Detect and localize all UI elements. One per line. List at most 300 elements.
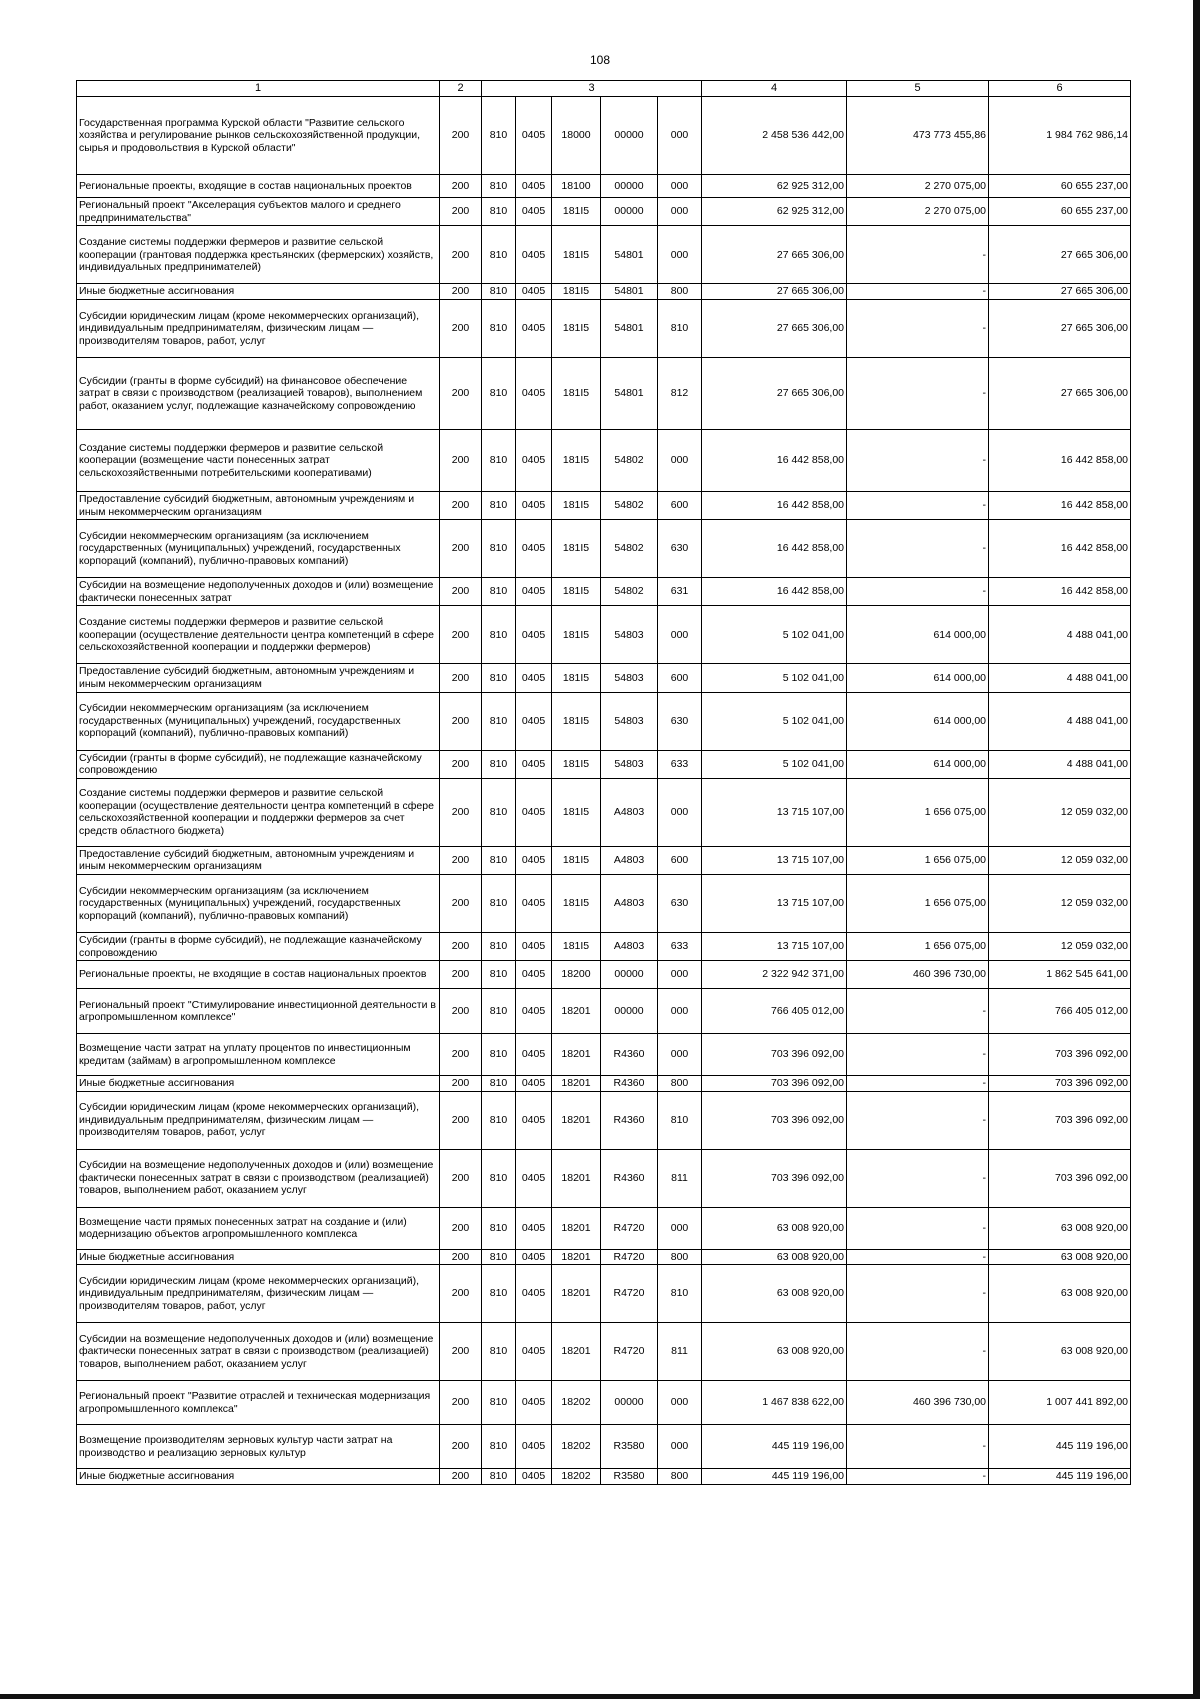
cell-v: 000 bbox=[658, 226, 702, 284]
cell-g: 810 bbox=[482, 1265, 516, 1323]
cell-p1: 18201 bbox=[552, 1034, 601, 1076]
cell-s: 0405 bbox=[516, 491, 552, 519]
cell-g: 810 bbox=[482, 1249, 516, 1265]
cell-c4: 27 665 306,00 bbox=[702, 226, 847, 284]
cell-c5: - bbox=[847, 226, 989, 284]
cell-v: 630 bbox=[658, 520, 702, 578]
table-row bbox=[77, 429, 1131, 491]
cell-c6: 12 059 032,00 bbox=[989, 778, 1131, 846]
cell-g: 810 bbox=[482, 932, 516, 960]
cell-p2: 00000 bbox=[601, 989, 658, 1034]
cell-name: Возмещение части затрат на уплату процентов по инвестиционным кредитам (займам) в агропромышленном комплексе bbox=[77, 1034, 440, 1076]
cell-c5: 1 656 075,00 bbox=[847, 932, 989, 960]
cell-name: Субсидии (гранты в форме субсидий), не подлежащие казначейскому сопровождению bbox=[77, 932, 440, 960]
cell-p2: 00000 bbox=[601, 175, 658, 198]
cell-p1: 18201 bbox=[552, 1249, 601, 1265]
cell-c4: 5 102 041,00 bbox=[702, 606, 847, 664]
cell-name: Региональный проект "Стимулирование инвестиционной деятельности в агропромышленном комплексе" bbox=[77, 989, 440, 1034]
cell-c2: 200 bbox=[440, 226, 482, 284]
table-row bbox=[77, 961, 1131, 989]
cell-p1: 18202 bbox=[552, 1381, 601, 1425]
cell-s: 0405 bbox=[516, 284, 552, 300]
cell-c5: 614 000,00 bbox=[847, 664, 989, 692]
cell-v: 000 bbox=[658, 961, 702, 989]
cell-name: Субсидии некоммерческим организациям (за исключением государственных (муниципальных) учреждений, государственных корпораций (компаний), публично-правовых компаний) bbox=[77, 692, 440, 750]
table-row bbox=[77, 175, 1131, 198]
cell-c2: 200 bbox=[440, 299, 482, 357]
cell-v: 630 bbox=[658, 874, 702, 932]
cell-c2: 200 bbox=[440, 1425, 482, 1469]
cell-s: 0405 bbox=[516, 932, 552, 960]
cell-name: Иные бюджетные ассигнования bbox=[77, 1249, 440, 1265]
cell-g: 810 bbox=[482, 874, 516, 932]
cell-c2: 200 bbox=[440, 874, 482, 932]
cell-v: 000 bbox=[658, 606, 702, 664]
cell-name: Создание системы поддержки фермеров и развитие сельской кооперации (грантовая поддержка крестьянских (фермерских) хозяйств, индивидуальных предпринимателей) bbox=[77, 226, 440, 284]
cell-c5: - bbox=[847, 429, 989, 491]
cell-g: 810 bbox=[482, 1207, 516, 1249]
cell-c4: 5 102 041,00 bbox=[702, 750, 847, 778]
cell-g: 810 bbox=[482, 1323, 516, 1381]
cell-g: 810 bbox=[482, 846, 516, 874]
cell-v: 000 bbox=[658, 1034, 702, 1076]
cell-c5: 460 396 730,00 bbox=[847, 961, 989, 989]
cell-c6: 63 008 920,00 bbox=[989, 1249, 1131, 1265]
cell-p2: 54802 bbox=[601, 491, 658, 519]
cell-c6: 445 119 196,00 bbox=[989, 1425, 1131, 1469]
cell-name: Субсидии на возмещение недополученных доходов и (или) возмещение фактически понесенных затрат в связи с производством (реализацией) товаров, выполнением работ, оказанием услуг bbox=[77, 1323, 440, 1381]
cell-g: 810 bbox=[482, 357, 516, 429]
table-row bbox=[77, 578, 1131, 606]
cell-p1: 181I5 bbox=[552, 846, 601, 874]
table-row bbox=[77, 1076, 1131, 1092]
cell-c2: 200 bbox=[440, 846, 482, 874]
cell-v: 812 bbox=[658, 357, 702, 429]
cell-c6: 1 984 762 986,14 bbox=[989, 97, 1131, 175]
cell-c4: 13 715 107,00 bbox=[702, 932, 847, 960]
cell-v: 000 bbox=[658, 1381, 702, 1425]
cell-name: Субсидии на возмещение недополученных доходов и (или) возмещение фактически понесенных затрат в связи с производством (реализацией) товаров, выполнением работ, оказанием услуг bbox=[77, 1149, 440, 1207]
cell-s: 0405 bbox=[516, 1265, 552, 1323]
col-header-2: 2 bbox=[440, 81, 482, 97]
cell-c4: 63 008 920,00 bbox=[702, 1265, 847, 1323]
cell-p1: 181I5 bbox=[552, 429, 601, 491]
table-row bbox=[77, 874, 1131, 932]
cell-p1: 18201 bbox=[552, 989, 601, 1034]
cell-p1: 18200 bbox=[552, 961, 601, 989]
cell-g: 810 bbox=[482, 1381, 516, 1425]
cell-name: Региональный проект "Акселерация субъектов малого и среднего предпринимательства" bbox=[77, 198, 440, 226]
cell-p1: 181I5 bbox=[552, 692, 601, 750]
cell-v: 600 bbox=[658, 846, 702, 874]
cell-v: 631 bbox=[658, 578, 702, 606]
cell-v: 000 bbox=[658, 1207, 702, 1249]
cell-c4: 16 442 858,00 bbox=[702, 491, 847, 519]
cell-p2: R4720 bbox=[601, 1249, 658, 1265]
table-row bbox=[77, 664, 1131, 692]
cell-c4: 27 665 306,00 bbox=[702, 357, 847, 429]
cell-g: 810 bbox=[482, 520, 516, 578]
cell-name: Предоставление субсидий бюджетным, автономным учреждениям и иным некоммерческим организациям bbox=[77, 664, 440, 692]
cell-c5: - bbox=[847, 989, 989, 1034]
cell-c2: 200 bbox=[440, 284, 482, 300]
cell-s: 0405 bbox=[516, 692, 552, 750]
cell-c2: 200 bbox=[440, 1149, 482, 1207]
cell-p1: 181I5 bbox=[552, 226, 601, 284]
cell-c4: 5 102 041,00 bbox=[702, 692, 847, 750]
table-row bbox=[77, 1034, 1131, 1076]
cell-g: 810 bbox=[482, 778, 516, 846]
cell-s: 0405 bbox=[516, 1076, 552, 1092]
cell-p2: 54803 bbox=[601, 750, 658, 778]
cell-p1: 181I5 bbox=[552, 284, 601, 300]
table-body bbox=[77, 97, 1131, 1485]
cell-v: 633 bbox=[658, 932, 702, 960]
cell-s: 0405 bbox=[516, 750, 552, 778]
cell-c4: 2 458 536 442,00 bbox=[702, 97, 847, 175]
cell-v: 000 bbox=[658, 1425, 702, 1469]
cell-s: 0405 bbox=[516, 1249, 552, 1265]
cell-p1: 181I5 bbox=[552, 578, 601, 606]
cell-c6: 703 396 092,00 bbox=[989, 1091, 1131, 1149]
cell-c4: 16 442 858,00 bbox=[702, 578, 847, 606]
cell-c5: - bbox=[847, 1425, 989, 1469]
cell-c2: 200 bbox=[440, 664, 482, 692]
cell-s: 0405 bbox=[516, 175, 552, 198]
cell-s: 0405 bbox=[516, 226, 552, 284]
cell-c5: 460 396 730,00 bbox=[847, 1381, 989, 1425]
cell-g: 810 bbox=[482, 1149, 516, 1207]
table-row bbox=[77, 846, 1131, 874]
cell-v: 800 bbox=[658, 284, 702, 300]
cell-name: Иные бюджетные ассигнования bbox=[77, 1076, 440, 1092]
cell-p2: R3580 bbox=[601, 1425, 658, 1469]
cell-name: Субсидии (гранты в форме субсидий), не подлежащие казначейскому сопровождению bbox=[77, 750, 440, 778]
cell-c5: 1 656 075,00 bbox=[847, 778, 989, 846]
scan-edge-right bbox=[1193, 0, 1200, 1699]
cell-c6: 445 119 196,00 bbox=[989, 1469, 1131, 1485]
cell-c5: - bbox=[847, 1149, 989, 1207]
cell-c2: 200 bbox=[440, 1381, 482, 1425]
cell-c4: 27 665 306,00 bbox=[702, 284, 847, 300]
cell-g: 810 bbox=[482, 692, 516, 750]
cell-p1: 18201 bbox=[552, 1265, 601, 1323]
cell-name: Субсидии юридическим лицам (кроме некоммерческих организаций), индивидуальным предпринимателям, физическим лицам — производителям товаров, работ, услуг bbox=[77, 299, 440, 357]
cell-c5: - bbox=[847, 1323, 989, 1381]
cell-c6: 766 405 012,00 bbox=[989, 989, 1131, 1034]
cell-g: 810 bbox=[482, 664, 516, 692]
cell-p1: 181I5 bbox=[552, 778, 601, 846]
cell-p1: 181I5 bbox=[552, 750, 601, 778]
cell-c5: - bbox=[847, 1469, 989, 1485]
cell-c5: 614 000,00 bbox=[847, 750, 989, 778]
cell-g: 810 bbox=[482, 1091, 516, 1149]
cell-c6: 703 396 092,00 bbox=[989, 1076, 1131, 1092]
cell-s: 0405 bbox=[516, 989, 552, 1034]
cell-c5: - bbox=[847, 299, 989, 357]
cell-p2: A4803 bbox=[601, 778, 658, 846]
cell-c4: 62 925 312,00 bbox=[702, 198, 847, 226]
cell-s: 0405 bbox=[516, 97, 552, 175]
table-row bbox=[77, 778, 1131, 846]
cell-c4: 63 008 920,00 bbox=[702, 1207, 847, 1249]
cell-name: Иные бюджетные ассигнования bbox=[77, 1469, 440, 1485]
cell-c6: 12 059 032,00 bbox=[989, 874, 1131, 932]
cell-p2: 00000 bbox=[601, 961, 658, 989]
cell-p1: 18000 bbox=[552, 97, 601, 175]
cell-p2: 00000 bbox=[601, 97, 658, 175]
cell-s: 0405 bbox=[516, 1381, 552, 1425]
cell-v: 600 bbox=[658, 664, 702, 692]
cell-c4: 1 467 838 622,00 bbox=[702, 1381, 847, 1425]
cell-p1: 181I5 bbox=[552, 606, 601, 664]
cell-c6: 12 059 032,00 bbox=[989, 932, 1131, 960]
cell-c5: 614 000,00 bbox=[847, 692, 989, 750]
cell-c2: 200 bbox=[440, 429, 482, 491]
cell-c2: 200 bbox=[440, 175, 482, 198]
cell-p2: R4720 bbox=[601, 1207, 658, 1249]
cell-p1: 181I5 bbox=[552, 198, 601, 226]
cell-c2: 200 bbox=[440, 961, 482, 989]
cell-p1: 181I5 bbox=[552, 491, 601, 519]
cell-v: 000 bbox=[658, 989, 702, 1034]
cell-g: 810 bbox=[482, 750, 516, 778]
cell-c4: 766 405 012,00 bbox=[702, 989, 847, 1034]
cell-name: Субсидии на возмещение недополученных доходов и (или) возмещение фактически понесенных затрат bbox=[77, 578, 440, 606]
cell-v: 800 bbox=[658, 1469, 702, 1485]
cell-c2: 200 bbox=[440, 778, 482, 846]
cell-p2: 54801 bbox=[601, 284, 658, 300]
cell-p2: R4720 bbox=[601, 1265, 658, 1323]
cell-c5: - bbox=[847, 1249, 989, 1265]
table-row bbox=[77, 284, 1131, 300]
cell-c4: 703 396 092,00 bbox=[702, 1091, 847, 1149]
cell-c4: 13 715 107,00 bbox=[702, 874, 847, 932]
col-header-3: 3 bbox=[482, 81, 702, 97]
cell-p1: 18201 bbox=[552, 1207, 601, 1249]
cell-c2: 200 bbox=[440, 606, 482, 664]
cell-v: 000 bbox=[658, 175, 702, 198]
cell-name: Региональные проекты, не входящие в состав национальных проектов bbox=[77, 961, 440, 989]
cell-p2: R4360 bbox=[601, 1091, 658, 1149]
cell-name: Субсидии некоммерческим организациям (за исключением государственных (муниципальных) учреждений, государственных корпораций (компаний), публично-правовых компаний) bbox=[77, 874, 440, 932]
cell-p2: R4720 bbox=[601, 1323, 658, 1381]
cell-c6: 60 655 237,00 bbox=[989, 198, 1131, 226]
cell-p1: 181I5 bbox=[552, 664, 601, 692]
cell-c4: 703 396 092,00 bbox=[702, 1149, 847, 1207]
cell-name: Региональные проекты, входящие в состав национальных проектов bbox=[77, 175, 440, 198]
table-header-row bbox=[77, 81, 1131, 97]
cell-c5: - bbox=[847, 1207, 989, 1249]
table-row bbox=[77, 1249, 1131, 1265]
cell-g: 810 bbox=[482, 606, 516, 664]
cell-p1: 181I5 bbox=[552, 357, 601, 429]
cell-s: 0405 bbox=[516, 299, 552, 357]
cell-c6: 4 488 041,00 bbox=[989, 692, 1131, 750]
cell-v: 000 bbox=[658, 778, 702, 846]
scan-edge-bottom bbox=[0, 1694, 1200, 1699]
page-number: 108 bbox=[589, 53, 611, 67]
cell-p2: 54802 bbox=[601, 578, 658, 606]
cell-name: Государственная программа Курской области "Развитие сельского хозяйства и регулирование рынков сельскохозяйственной продукции, сырья и продовольствия в Курской области" bbox=[77, 97, 440, 175]
cell-name: Создание системы поддержки фермеров и развитие сельской кооперации (осуществление деятельности центра компетенций в сфере сельскохозяйственной кооперации и поддержки фермеров) bbox=[77, 606, 440, 664]
table-row bbox=[77, 198, 1131, 226]
cell-s: 0405 bbox=[516, 1323, 552, 1381]
cell-c6: 12 059 032,00 bbox=[989, 846, 1131, 874]
cell-g: 810 bbox=[482, 299, 516, 357]
cell-c2: 200 bbox=[440, 1091, 482, 1149]
cell-c6: 4 488 041,00 bbox=[989, 664, 1131, 692]
cell-p2: 54802 bbox=[601, 520, 658, 578]
cell-name: Субсидии юридическим лицам (кроме некоммерческих организаций), индивидуальным предпринимателям, физическим лицам — производителям товаров, работ, услуг bbox=[77, 1091, 440, 1149]
cell-s: 0405 bbox=[516, 1425, 552, 1469]
cell-c5: 2 270 075,00 bbox=[847, 175, 989, 198]
cell-name: Предоставление субсидий бюджетным, автономным учреждениям и иным некоммерческим организациям bbox=[77, 491, 440, 519]
cell-c6: 703 396 092,00 bbox=[989, 1149, 1131, 1207]
cell-p1: 18202 bbox=[552, 1469, 601, 1485]
cell-c6: 703 396 092,00 bbox=[989, 1034, 1131, 1076]
cell-c4: 5 102 041,00 bbox=[702, 664, 847, 692]
cell-c5: - bbox=[847, 1034, 989, 1076]
cell-p2: R3580 bbox=[601, 1469, 658, 1485]
cell-p1: 181I5 bbox=[552, 932, 601, 960]
cell-c2: 200 bbox=[440, 1323, 482, 1381]
cell-s: 0405 bbox=[516, 846, 552, 874]
cell-v: 000 bbox=[658, 198, 702, 226]
cell-name: Создание системы поддержки фермеров и развитие сельской кооперации (осуществление деятельности центра компетенций в сфере сельскохозяйственной кооперации и поддержки фермеров за счет средств областного бюджета) bbox=[77, 778, 440, 846]
cell-c4: 16 442 858,00 bbox=[702, 520, 847, 578]
cell-p1: 18201 bbox=[552, 1091, 601, 1149]
cell-v: 800 bbox=[658, 1249, 702, 1265]
budget-table bbox=[76, 80, 1131, 1485]
cell-s: 0405 bbox=[516, 961, 552, 989]
cell-c5: - bbox=[847, 1265, 989, 1323]
cell-c6: 16 442 858,00 bbox=[989, 520, 1131, 578]
cell-c4: 703 396 092,00 bbox=[702, 1034, 847, 1076]
col-header-5: 5 bbox=[847, 81, 989, 97]
table-row bbox=[77, 1323, 1131, 1381]
cell-v: 810 bbox=[658, 1265, 702, 1323]
cell-c5: 1 656 075,00 bbox=[847, 846, 989, 874]
cell-c6: 27 665 306,00 bbox=[989, 299, 1131, 357]
cell-p1: 18201 bbox=[552, 1323, 601, 1381]
cell-c6: 63 008 920,00 bbox=[989, 1323, 1131, 1381]
cell-name: Возмещение части прямых понесенных затрат на создание и (или) модернизацию объектов агропромышленного комплекса bbox=[77, 1207, 440, 1249]
cell-c6: 4 488 041,00 bbox=[989, 750, 1131, 778]
table-row bbox=[77, 97, 1131, 175]
cell-v: 600 bbox=[658, 491, 702, 519]
cell-g: 810 bbox=[482, 1034, 516, 1076]
cell-v: 810 bbox=[658, 299, 702, 357]
table-row bbox=[77, 1091, 1131, 1149]
cell-g: 810 bbox=[482, 1469, 516, 1485]
cell-p2: A4803 bbox=[601, 932, 658, 960]
cell-p1: 181I5 bbox=[552, 874, 601, 932]
cell-name: Создание системы поддержки фермеров и развитие сельской кооперации (возмещение части понесенных затрат сельскохозяйственными потребительскими кооперативами) bbox=[77, 429, 440, 491]
cell-c2: 200 bbox=[440, 520, 482, 578]
cell-c2: 200 bbox=[440, 750, 482, 778]
cell-c6: 27 665 306,00 bbox=[989, 357, 1131, 429]
cell-v: 810 bbox=[658, 1091, 702, 1149]
table-row bbox=[77, 299, 1131, 357]
table-row bbox=[77, 692, 1131, 750]
cell-c6: 63 008 920,00 bbox=[989, 1207, 1131, 1249]
table-row bbox=[77, 357, 1131, 429]
cell-p2: R4360 bbox=[601, 1034, 658, 1076]
cell-c2: 200 bbox=[440, 1265, 482, 1323]
cell-name: Предоставление субсидий бюджетным, автономным учреждениям и иным некоммерческим организациям bbox=[77, 846, 440, 874]
cell-c5: 614 000,00 bbox=[847, 606, 989, 664]
cell-p2: 54803 bbox=[601, 692, 658, 750]
cell-c2: 200 bbox=[440, 1034, 482, 1076]
cell-name: Субсидии юридическим лицам (кроме некоммерческих организаций), индивидуальным предпринимателям, физическим лицам — производителям товаров, работ, услуг bbox=[77, 1265, 440, 1323]
cell-g: 810 bbox=[482, 97, 516, 175]
cell-g: 810 bbox=[482, 989, 516, 1034]
cell-g: 810 bbox=[482, 961, 516, 989]
cell-p2: 54801 bbox=[601, 357, 658, 429]
cell-s: 0405 bbox=[516, 198, 552, 226]
cell-p2: A4803 bbox=[601, 874, 658, 932]
cell-s: 0405 bbox=[516, 1149, 552, 1207]
cell-c4: 445 119 196,00 bbox=[702, 1425, 847, 1469]
cell-c6: 4 488 041,00 bbox=[989, 606, 1131, 664]
cell-c6: 16 442 858,00 bbox=[989, 491, 1131, 519]
cell-c6: 16 442 858,00 bbox=[989, 578, 1131, 606]
cell-name: Возмещение производителям зерновых культур части затрат на производство и реализацию зерновых культур bbox=[77, 1425, 440, 1469]
cell-c6: 27 665 306,00 bbox=[989, 284, 1131, 300]
cell-c5: 473 773 455,86 bbox=[847, 97, 989, 175]
table-row bbox=[77, 1381, 1131, 1425]
cell-c4: 2 322 942 371,00 bbox=[702, 961, 847, 989]
cell-s: 0405 bbox=[516, 606, 552, 664]
table-row bbox=[77, 750, 1131, 778]
cell-c5: - bbox=[847, 578, 989, 606]
table-row bbox=[77, 491, 1131, 519]
cell-c4: 63 008 920,00 bbox=[702, 1323, 847, 1381]
cell-c4: 13 715 107,00 bbox=[702, 778, 847, 846]
cell-s: 0405 bbox=[516, 1091, 552, 1149]
cell-name: Иные бюджетные ассигнования bbox=[77, 284, 440, 300]
cell-s: 0405 bbox=[516, 1207, 552, 1249]
cell-c6: 60 655 237,00 bbox=[989, 175, 1131, 198]
table-row bbox=[77, 1265, 1131, 1323]
cell-c4: 13 715 107,00 bbox=[702, 846, 847, 874]
cell-c2: 200 bbox=[440, 1076, 482, 1092]
cell-p2: 54801 bbox=[601, 299, 658, 357]
cell-p2: 00000 bbox=[601, 1381, 658, 1425]
table-row bbox=[77, 989, 1131, 1034]
cell-s: 0405 bbox=[516, 874, 552, 932]
cell-p1: 18100 bbox=[552, 175, 601, 198]
table-row bbox=[77, 606, 1131, 664]
table-row bbox=[77, 1469, 1131, 1485]
cell-s: 0405 bbox=[516, 520, 552, 578]
cell-v: 630 bbox=[658, 692, 702, 750]
cell-c4: 445 119 196,00 bbox=[702, 1469, 847, 1485]
col-header-4: 4 bbox=[702, 81, 847, 97]
cell-c4: 703 396 092,00 bbox=[702, 1076, 847, 1092]
cell-c4: 63 008 920,00 bbox=[702, 1249, 847, 1265]
cell-p2: 54803 bbox=[601, 664, 658, 692]
cell-s: 0405 bbox=[516, 578, 552, 606]
cell-c2: 200 bbox=[440, 1249, 482, 1265]
cell-g: 810 bbox=[482, 1076, 516, 1092]
col-header-1: 1 bbox=[77, 81, 440, 97]
cell-p2: R4360 bbox=[601, 1149, 658, 1207]
cell-p1: 181I5 bbox=[552, 520, 601, 578]
cell-p2: 54803 bbox=[601, 606, 658, 664]
cell-p1: 181I5 bbox=[552, 299, 601, 357]
